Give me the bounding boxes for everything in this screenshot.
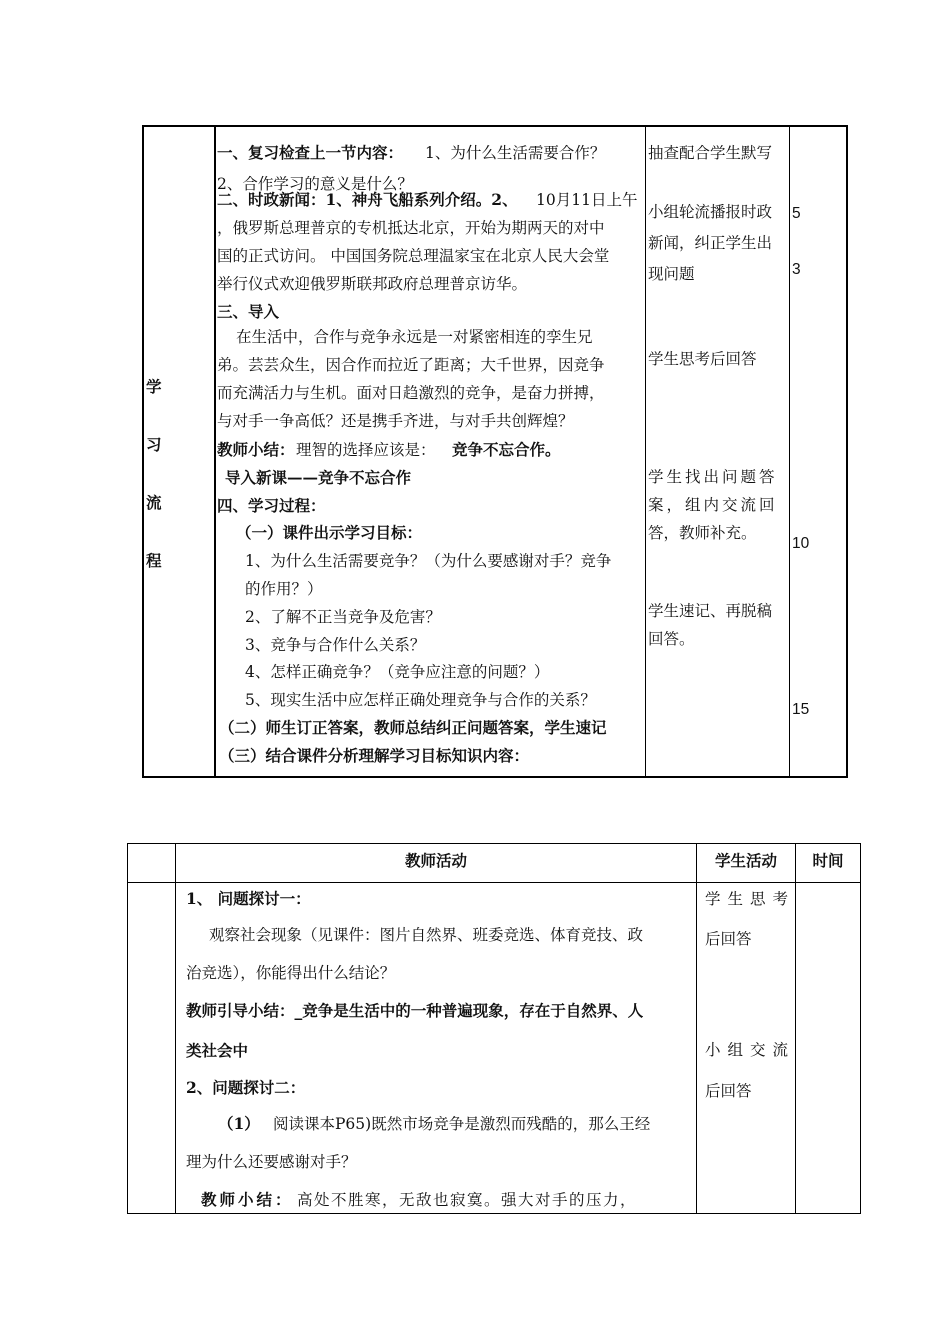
- discussion-2-line: 阅读课本P65)既然市场竞争是激烈而残酷的，那么王经: [273, 1115, 651, 1133]
- table-2-divider-2: [696, 843, 697, 1214]
- teacher-summary-text: 高处不胜寒，无敌也寂寞。强大对手的压力，: [297, 1191, 638, 1209]
- table-2-divider-3: [795, 843, 796, 1214]
- teacher-summary-text: 理智的选择应该是：: [296, 441, 436, 459]
- header-teacher-activity: 教师活动: [404, 851, 467, 870]
- student-activity-line: 后回答: [705, 1082, 752, 1100]
- review-question-2: 2、合作学习的意义是什么？: [217, 175, 413, 193]
- news-line: 举行仪式欢迎俄罗斯联邦政府总理普京访华。: [217, 275, 528, 293]
- side-label-char: 习: [146, 435, 162, 454]
- time-value: 10: [792, 535, 810, 552]
- student-activity-line: 后回答: [705, 930, 752, 948]
- objective-item: 的作用？）: [245, 580, 323, 598]
- discussion-2-heading: 2、问题探讨二：: [186, 1078, 306, 1097]
- process-heading: 四、学习过程：: [217, 496, 326, 515]
- news-heading: 二、时政新闻：1、神舟飞船系列介绍。2、: [217, 190, 518, 209]
- student-activity-line: 小组交流: [705, 1041, 796, 1059]
- side-label-char: 流: [146, 493, 162, 512]
- student-activity-line: 回答。: [648, 630, 695, 648]
- review-question-1: 1、为什么生活需要合作？: [425, 144, 606, 162]
- table-1-border-top: [142, 125, 848, 127]
- news-date: 10月11日上午: [536, 191, 638, 209]
- student-activity-line: 抽查配合学生默写: [648, 144, 773, 162]
- discussion-1-heading: 1、 问题探讨一：: [186, 889, 311, 908]
- side-label-char: 学: [146, 377, 162, 396]
- student-activity-line: 学生找出问题答: [648, 468, 778, 486]
- discussion-2-item-number: （1）: [218, 1114, 260, 1133]
- table-2-border-right: [860, 843, 861, 1214]
- student-activity-line: 案，组内交流回: [648, 496, 778, 514]
- teacher-guided-summary: 类社会中: [186, 1041, 249, 1060]
- student-activity-line: 答，教师补充。: [648, 524, 757, 542]
- news-line: ，俄罗斯总理普京的专机抵达北京，开始为期两天的对中: [217, 219, 605, 237]
- time-value: 5: [792, 205, 801, 222]
- table-2-header-divider: [127, 882, 861, 883]
- table-1-border-right: [846, 125, 848, 778]
- student-activity-line: 新闻，纠正学生出: [648, 234, 773, 252]
- student-activity-line: 学生速记、再脱稿: [648, 602, 773, 620]
- table-2-border-bottom: [127, 1213, 861, 1214]
- news-line: 国的正式访问。 中国国务院总理温家宝在北京人民大会堂: [217, 247, 610, 265]
- teacher-summary-label: 教师小结：: [217, 440, 295, 459]
- table-2-divider-1: [175, 843, 176, 1214]
- intro-heading: 三、导入: [217, 302, 280, 321]
- table-1-divider-1: [214, 125, 216, 778]
- objective-item: 3、竞争与合作什么关系？: [245, 636, 426, 654]
- teacher-summary-label: 教师小结：: [201, 1190, 294, 1209]
- side-label-char: 程: [146, 551, 162, 570]
- objective-item: 4、怎样正确竞争？（竞争应注意的问题？）: [245, 663, 550, 681]
- time-value: 15: [792, 701, 810, 718]
- table-2-border-top: [127, 843, 861, 844]
- table-2-border-left: [127, 843, 128, 1214]
- intro-paragraph-line: 弟。芸芸众生，因合作而拉近了距离；大千世界，因竞争: [217, 356, 605, 374]
- intro-paragraph-line: 与对手一争高低？还是携手齐进，与对手共创辉煌？: [217, 412, 574, 430]
- student-activity-line: 学生思考后回答: [648, 350, 757, 368]
- teacher-guided-summary: 教师引导小结：_竞争是生活中的一种普遍现象，存在于自然界、人: [186, 1001, 644, 1020]
- table-1-border-bottom: [142, 776, 848, 778]
- objective-item: 2、了解不正当竞争及危害？: [245, 608, 441, 626]
- teacher-summary-conclusion: 竞争不忘合作。: [452, 440, 561, 459]
- review-heading: 一、复习检查上一节内容：: [217, 143, 404, 162]
- header-student-activity: 学生活动: [714, 851, 777, 870]
- intro-paragraph-line: 在生活中，合作与竞争永远是一对紧密相连的孪生兄: [236, 328, 593, 346]
- intro-paragraph-line: 而充满活力与生机。面对日趋激烈的竞争，是奋力拼搏，: [217, 384, 605, 402]
- discussion-2-line: 理为什么还要感谢对手？: [186, 1153, 357, 1171]
- answer-correction: （二）师生订正答案，教师总结纠正问题答案，学生速记: [219, 718, 607, 737]
- new-lesson-title: 导入新课——竞争不忘合作: [225, 468, 412, 487]
- table-1-border-left: [142, 125, 144, 778]
- objective-item: 1、为什么生活需要竞争？（为什么要感谢对手？竞争: [245, 552, 612, 570]
- student-activity-line: 小组轮流播报时政: [648, 203, 773, 221]
- analysis-heading: （三）结合课件分析理解学习目标知识内容：: [219, 746, 530, 765]
- student-activity-line: 学生思考: [705, 890, 796, 908]
- objective-item: 5、现实生活中应怎样正确处理竞争与合作的关系？: [245, 691, 596, 709]
- header-time: 时间: [812, 851, 844, 870]
- discussion-1-line: 观察社会现象（见课件：图片自然界、班委竞选、体育竞技、政: [209, 926, 644, 944]
- objectives-heading: （一）课件出示学习目标：: [236, 523, 423, 542]
- student-activity-line: 现问题: [648, 265, 695, 283]
- table-1-divider-2: [645, 125, 646, 778]
- table-1-divider-3: [789, 125, 790, 778]
- time-value: 3: [792, 261, 801, 278]
- discussion-1-line: 治竞选），你能得出什么结论？: [186, 964, 396, 982]
